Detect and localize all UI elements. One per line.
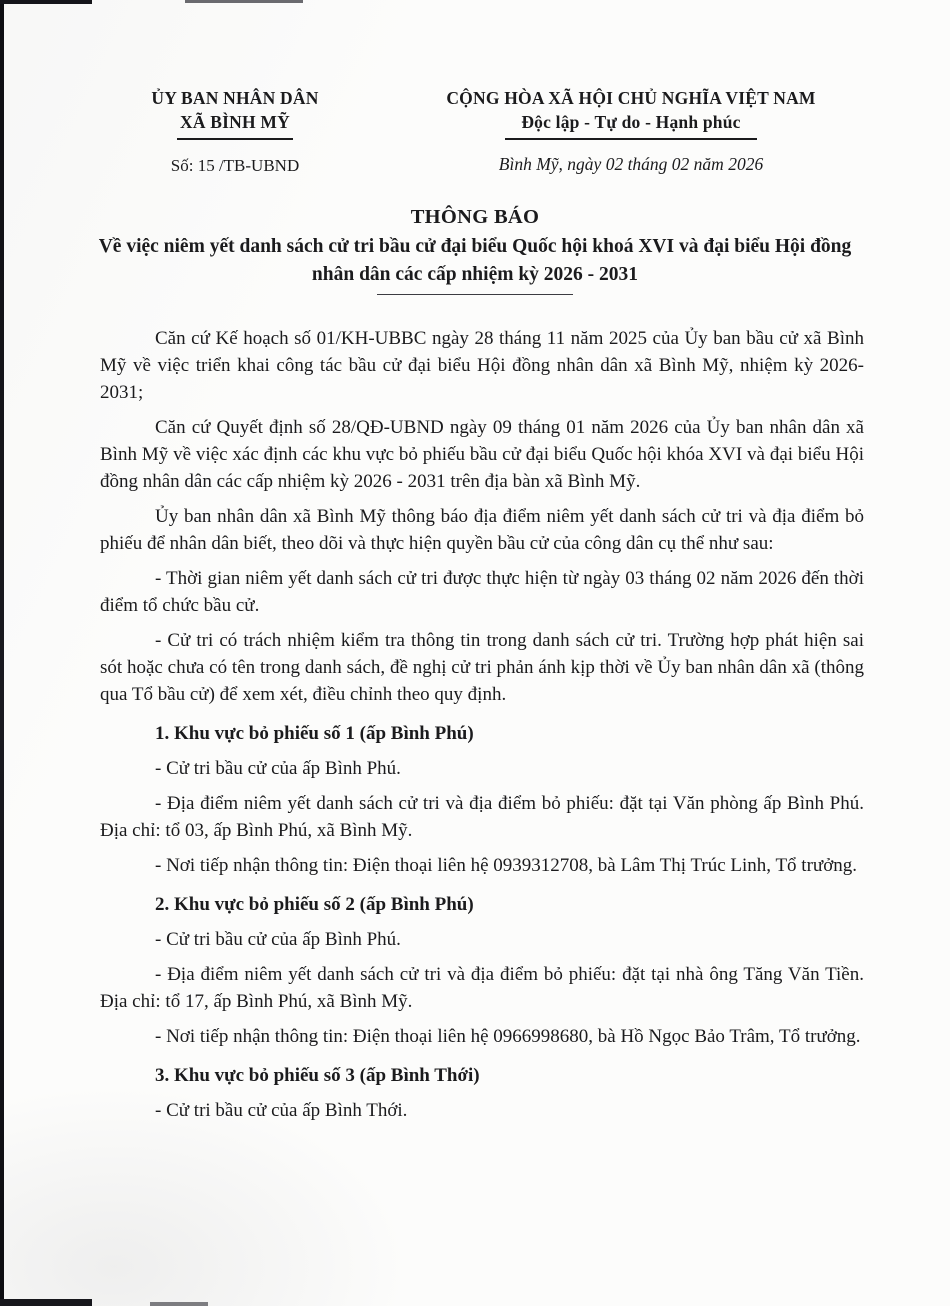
title-block: [0, 206, 950, 295]
issuing-authority-block: [100, 86, 370, 176]
body-paragraph: Căn cứ Quyết định số 28/QĐ-UBND ngày 09 tháng 01 năm 2026 của Ủy ban nhân dân xã Bình Mỹ về việc xác định các khu vực bỏ phiếu bầu cử đại biểu Quốc hội khóa XVI và đại biểu Hội đồng nhân dân các cấp nhiệm kỳ 2026 - 2031 trên địa bàn xã Bình Mỹ.: [100, 417, 864, 492]
issuer-name: ỦY BAN NHÂN DÂN: [151, 88, 319, 108]
section-heading: 3. Khu vực bỏ phiếu số 3 (ấp Bình Thới): [155, 1065, 480, 1086]
body-paragraph: - Thời gian niêm yết danh sách cử tri được thực hiện từ ngày 03 tháng 02 năm 2026 đến thời điểm tổ chức bầu cử.: [100, 568, 864, 616]
national-motto: Độc lập - Tự do - Hạnh phúc: [521, 112, 741, 132]
body-paragraph: - Cử tri bầu cử của ấp Bình Thới.: [155, 1100, 408, 1121]
issuer-underline: [177, 138, 293, 140]
section-heading: 2. Khu vực bỏ phiếu số 2 (ấp Bình Phú): [155, 894, 474, 915]
national-republic-title: CỘNG HÒA XÃ HỘI CHỦ NGHĨA VIỆT NAM: [446, 88, 816, 108]
motto-underline: [505, 138, 757, 140]
scan-artifact-bottom-smudge: [150, 1302, 208, 1306]
body-paragraph: - Cử tri có trách nhiệm kiểm tra thông tin trong danh sách cử tri. Trường hợp phát hiện sai sót hoặc chưa có tên trong danh sách, đề nghị cử tri phản ánh kịp thời về Ủy ban nhân dân xã (thông qua Tổ bầu cử) để xem xét, điều chỉnh theo quy định.: [100, 630, 864, 705]
body-paragraph: - Nơi tiếp nhận thông tin: Điện thoại liên hệ 0939312708, bà Lâm Thị Trúc Linh, Tổ trưởng.: [155, 855, 858, 876]
scan-artifact-bottom-edge: [0, 1299, 92, 1306]
document-body: [100, 325, 864, 1124]
body-paragraph: - Địa điểm niêm yết danh sách cử tri và địa điểm bỏ phiếu: đặt tại Văn phòng ấp Bình Phú. Địa chỉ: tổ 03, ấp Bình Phú, xã Bình Mỹ.: [100, 793, 864, 841]
body-paragraph: Căn cứ Kế hoạch số 01/KH-UBBC ngày 28 tháng 11 năm 2025 của Ủy ban bầu cử xã Bình Mỹ về việc triển khai công tác bầu cử đại biểu Hội đồng nhân dân xã Bình Mỹ, nhiệm kỳ 2026-2031;: [100, 328, 864, 403]
document-type-title: THÔNG BÁO: [410, 206, 540, 228]
body-paragraph: Ủy ban nhân dân xã Bình Mỹ thông báo địa điểm niêm yết danh sách cử tri và địa điểm bỏ phiếu để nhân dân biết, theo dõi và thực hiện quyền bầu cử của công dân cụ thể như sau:: [100, 506, 864, 554]
document-number: Số: 15 /TB-UBND: [170, 156, 300, 175]
scan-artifact-left-edge: [0, 0, 4, 1306]
body-paragraph: - Nơi tiếp nhận thông tin: Điện thoại liên hệ 0966998680, bà Hồ Ngọc Bảo Trâm, Tổ trưởng.: [155, 1026, 861, 1047]
scan-artifact-top-smudge: [185, 0, 303, 3]
issuer-commune: XÃ BÌNH MỸ: [180, 112, 290, 132]
title-underline: [377, 294, 573, 295]
document-subject: Về việc niêm yết danh sách cử tri bầu cử đại biểu Quốc hội khoá XVI và đại biểu Hội đồng nhân dân các cấp nhiệm kỳ 2026 - 2031: [98, 236, 852, 285]
body-paragraph: - Địa điểm niêm yết danh sách cử tri và địa điểm bỏ phiếu: đặt tại nhà ông Tăng Văn Tiền. Địa chỉ: tổ 17, ấp Bình Phú, xã Bình Mỹ.: [100, 964, 864, 1012]
scan-artifact-top-edge: [0, 0, 92, 4]
national-motto-block: [370, 86, 892, 176]
body-paragraph: - Cử tri bầu cử của ấp Bình Phú.: [155, 929, 401, 950]
section-heading: 1. Khu vực bỏ phiếu số 1 (ấp Bình Phú): [155, 723, 474, 744]
body-paragraph: - Cử tri bầu cử của ấp Bình Phú.: [155, 758, 401, 779]
document-header: [0, 0, 950, 176]
place-date-line: Bình Mỹ, ngày 02 tháng 02 năm 2026: [498, 154, 764, 174]
